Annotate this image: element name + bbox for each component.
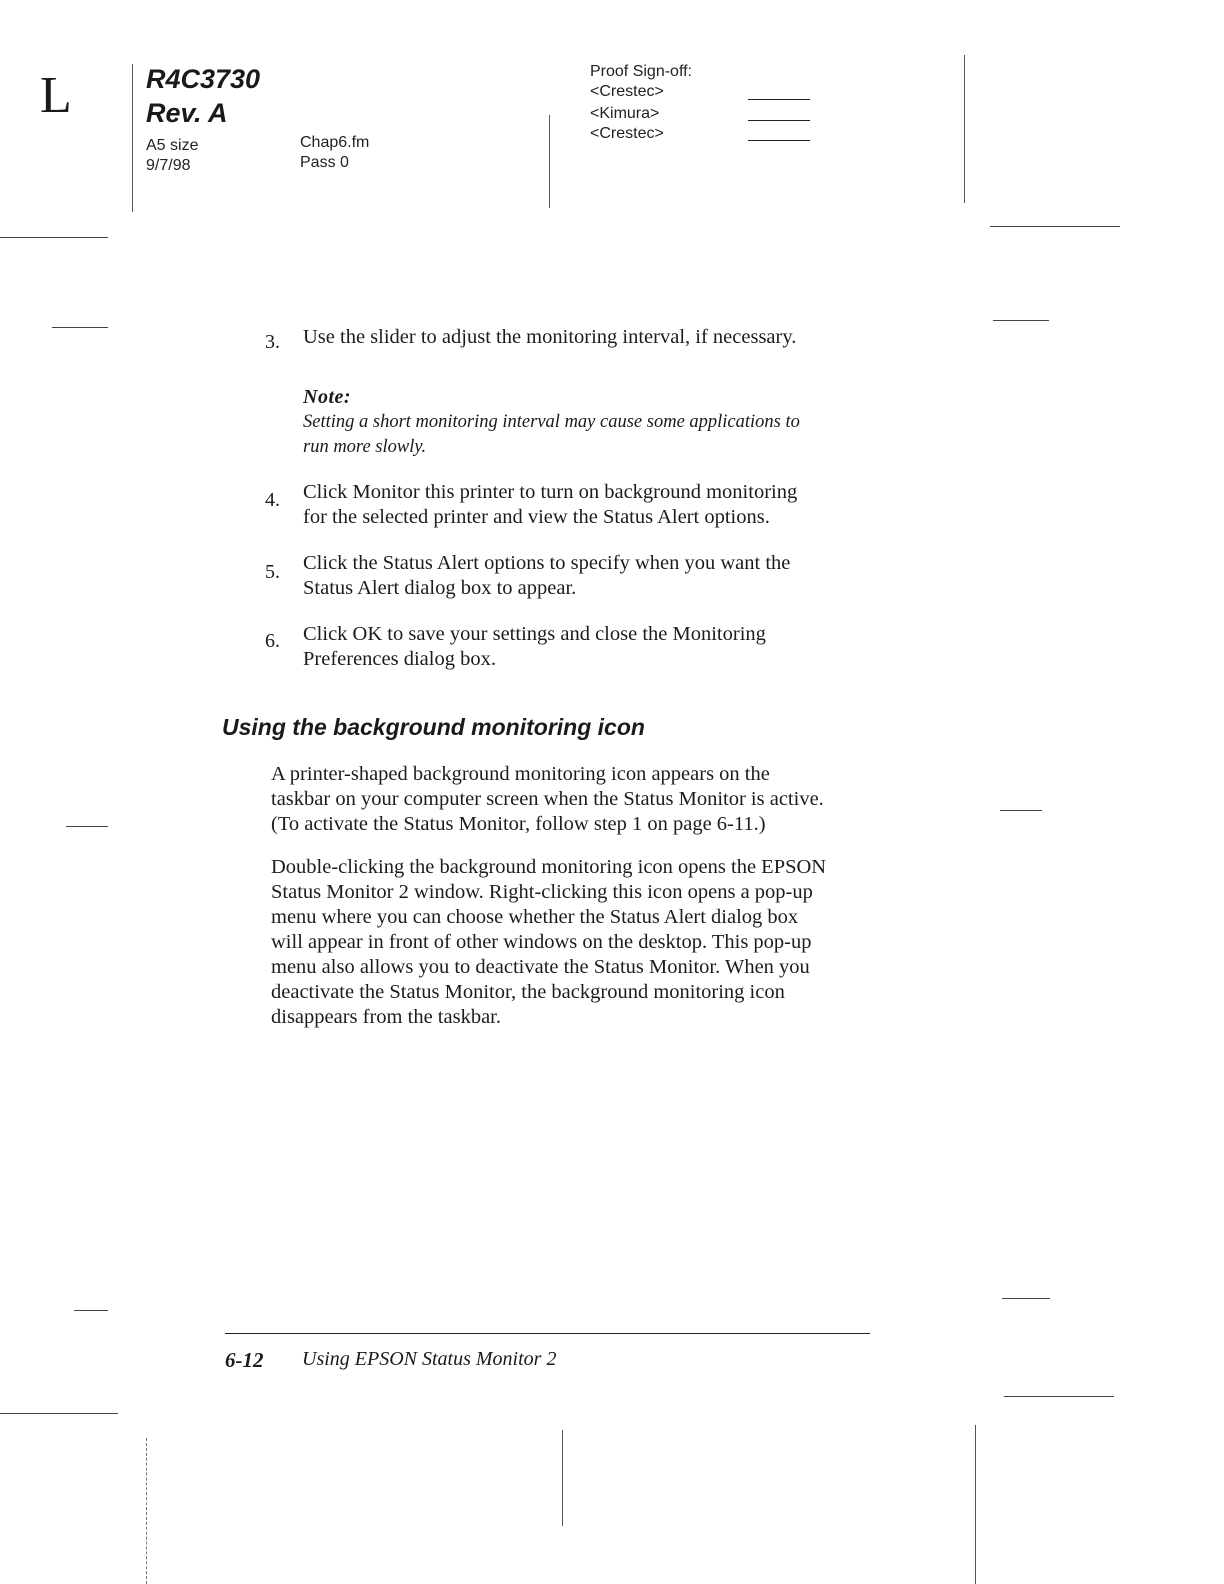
footer-chapter-title: Using EPSON Status Monitor 2 [302,1348,557,1370]
crop-mark [74,1310,108,1311]
step-number: 6. [265,630,280,652]
signoff-line-2 [748,120,810,121]
paragraph-line: disappears from the taskbar. [271,1006,501,1028]
crop-mark [52,327,108,328]
crop-mark [66,826,108,827]
crop-mark [0,237,108,238]
paragraph-line: Status Monitor 2 window. Right-clicking this icon opens a pop-up [271,881,813,903]
proof-name-1: <Crestec> [590,83,664,100]
footer-rule [225,1333,870,1334]
step-text-line: Use the slider to adjust the monitoring interval, if necessary. [303,326,797,348]
document-code: R4C3730 [146,64,261,94]
step-text-line: for the selected printer and view the Status Alert options. [303,506,770,528]
paragraph-line: menu where you can choose whether the Status Alert dialog box [271,906,799,928]
step-number: 4. [265,489,280,511]
document-date: 9/7/98 [146,157,191,174]
paragraph-line: menu also allows you to deactivate the Status Monitor. When you [271,956,810,978]
bottom-crop-line [562,1430,563,1526]
proof-name-3: <Crestec> [590,125,664,142]
signoff-line-1 [748,99,810,100]
crop-mark [1000,810,1042,811]
header-divider-middle [549,115,550,208]
step-text-line: Click Monitor this printer to turn on background monitoring [303,481,798,503]
document-revision: Rev. A [146,98,228,128]
section-heading: Using the background monitoring icon [222,714,645,740]
step-text-line: Preferences dialog box. [303,648,496,670]
paragraph-line: Double-clicking the background monitoring icon opens the EPSON [271,856,827,878]
crop-mark [1002,1298,1050,1299]
step-text-line: Click the Status Alert options to specify when you want the [303,552,791,574]
paragraph-line: A printer-shaped background monitoring icon appears on the [271,763,770,785]
signoff-line-3 [748,140,810,141]
proof-name-2: <Kimura> [590,105,660,122]
proof-signoff-label: Proof Sign-off: [590,63,692,80]
note-title: Note: [303,386,352,408]
footer-page-number: 6-12 [225,1348,264,1372]
paragraph-line: will appear in front of other windows on the desktop. This pop-up [271,931,812,953]
step-text-line: Click OK to save your settings and close the Monitoring [303,623,766,645]
paragraph-line: taskbar on your computer screen when the Status Monitor is active. [271,788,824,810]
header-divider-left [132,64,133,212]
note-text-line: run more slowly. [303,437,427,457]
pass-number: Pass 0 [300,154,349,171]
file-name: Chap6.fm [300,134,370,151]
crop-mark [0,1413,118,1414]
crop-mark [990,226,1120,227]
crop-mark [1004,1396,1114,1397]
note-text-line: Setting a short monitoring interval may cause some applications to [303,412,800,432]
bottom-crop-line [975,1425,976,1584]
header-divider-right [964,55,965,203]
bottom-crop-line [146,1438,147,1584]
crop-mark [993,320,1049,321]
step-text-line: Status Alert dialog box to appear. [303,577,577,599]
page-side-letter: L [40,67,72,124]
paragraph-line: (To activate the Status Monitor, follow step 1 on page 6-11.) [271,813,766,835]
paper-size: A5 size [146,137,199,154]
paragraph-line: deactivate the Status Monitor, the background monitoring icon [271,981,785,1003]
step-number: 5. [265,561,280,583]
step-number: 3. [265,331,280,353]
